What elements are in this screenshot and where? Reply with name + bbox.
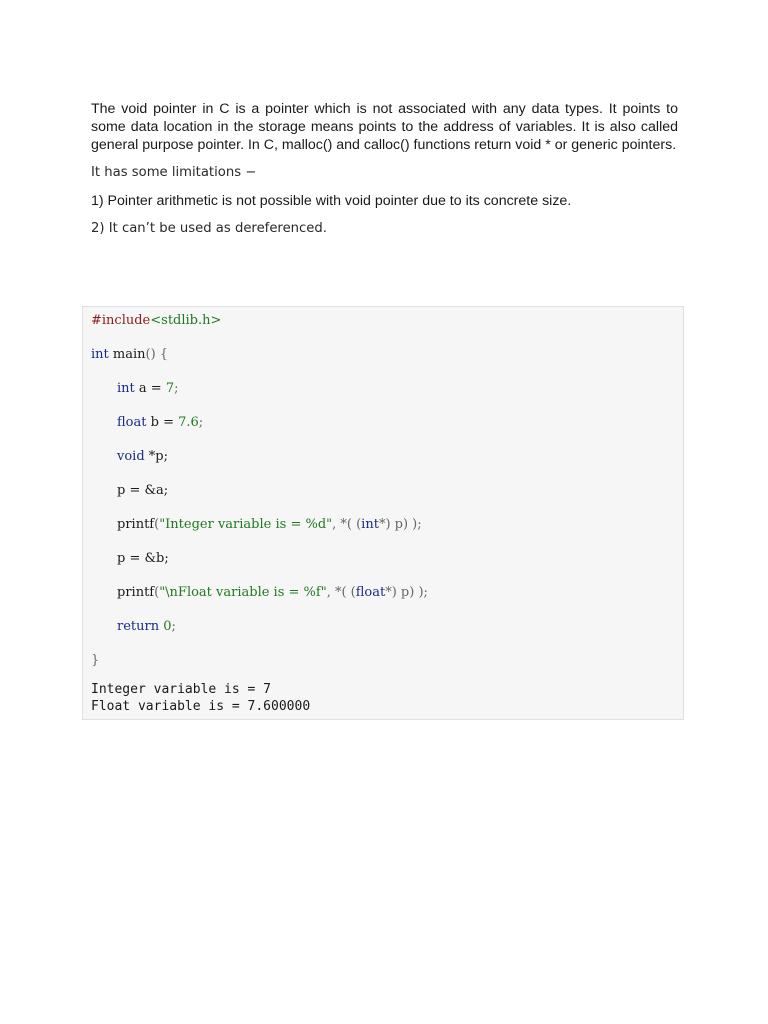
intro-paragraph: The void pointer in C is a pointer which is not associated with any data types. It points to some data location in the storage means points to the address of variables. It is also called general purpose pointer. In C, malloc() and calloc() functions return void * or generic pointers. [91, 101, 678, 153]
int-keyword: int [117, 381, 135, 396]
float-value: 7.6 [178, 415, 199, 430]
code-block [82, 306, 684, 720]
output-line-2: Float variable is = 7.600000 [91, 699, 311, 714]
main-name: main [108, 347, 146, 362]
code-line-float-decl [117, 414, 203, 432]
printf-int-open: ( [154, 517, 160, 532]
code-line-void-decl [117, 448, 168, 466]
printf-float-cast: float [355, 585, 386, 600]
void-keyword: void [117, 449, 145, 464]
code-line-main [91, 346, 168, 364]
int-decl-rest: a = [134, 381, 166, 396]
printf-float-tail: *) p) ); [385, 585, 428, 600]
printf-int-tail: *) p) ); [378, 517, 422, 532]
include-header: <stdlib.h> [150, 313, 222, 328]
printf-int-format: "Integer variable is = %d" [159, 517, 333, 532]
code-line-include [91, 312, 221, 330]
article-text [91, 100, 678, 238]
printf-float-open: ( [154, 585, 160, 600]
include-directive: #include [91, 313, 151, 328]
float-semicolon: ; [198, 415, 204, 430]
printf-float-format: "\nFloat variable is = %f" [159, 585, 327, 600]
printf-int-function: printf [117, 517, 155, 532]
code-line-closing-brace: } [91, 653, 100, 668]
code-line-int-decl [117, 380, 178, 398]
printf-float-function: printf [117, 585, 155, 600]
limitation-item-1: 1) Pointer arithmetic is not possible with void pointer due to its concrete size. [91, 193, 572, 209]
output-line-1: Integer variable is = 7 [91, 682, 272, 697]
code-line-printf-float [117, 584, 428, 602]
main-return-type: int [91, 347, 109, 362]
code-line-assign-b: p = &b; [117, 551, 169, 566]
code-line-printf-int [117, 516, 422, 534]
return-value: 0 [159, 619, 172, 634]
code-line-return [117, 618, 176, 636]
return-semicolon: ; [171, 619, 176, 634]
limitations-heading: It has some limitations − [91, 165, 257, 180]
int-value: 7 [165, 381, 175, 396]
int-semicolon: ; [174, 381, 179, 396]
code-line-assign-a: p = &a; [117, 483, 169, 498]
float-keyword: float [117, 415, 147, 430]
program-output [91, 681, 310, 715]
return-keyword: return [117, 619, 160, 634]
printf-int-mid: , *( ( [332, 517, 362, 532]
printf-float-mid: , *( ( [326, 585, 356, 600]
printf-int-cast: int [361, 517, 379, 532]
main-parens: () { [145, 347, 169, 362]
float-decl-rest: b = [146, 415, 179, 430]
void-decl-rest: *p; [144, 449, 168, 464]
limitation-item-2: 2) It can’t be used as dereferenced. [91, 221, 327, 236]
